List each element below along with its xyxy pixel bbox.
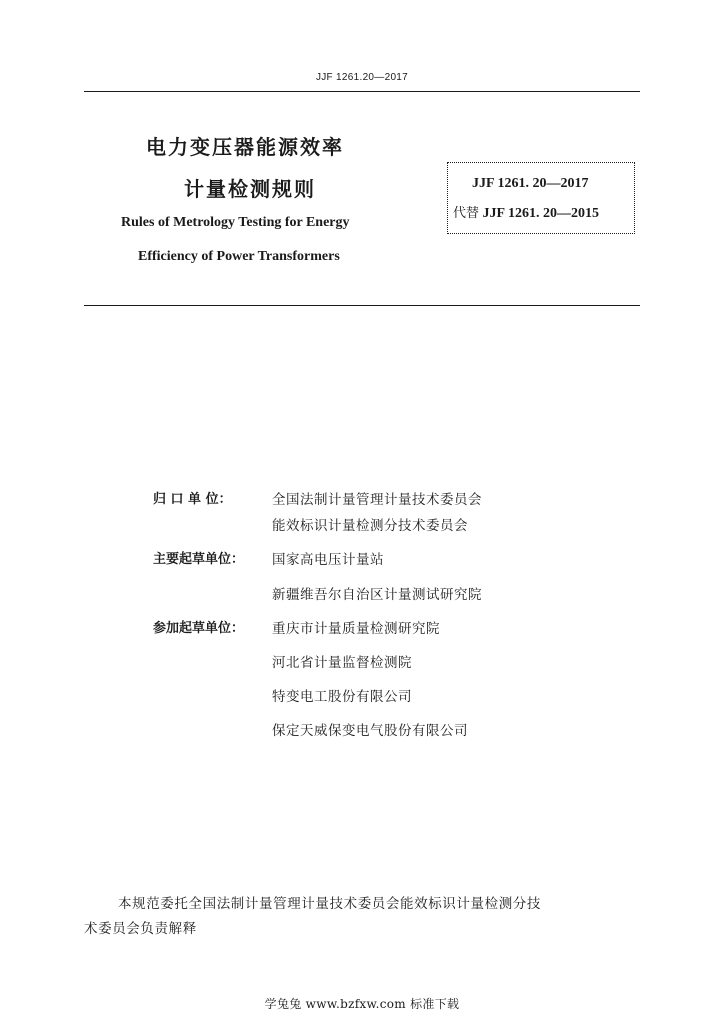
replaces-code: JJF 1261. 20—2015 (482, 206, 600, 221)
responsible-unit-2: 能效标识计量检测分技术委员会 (272, 518, 468, 534)
interpretation-note-line1: 本规范委托全国法制计量管理计量技术委员会能效标识计量检测分技 (118, 896, 541, 912)
replaces-code-line (453, 202, 599, 222)
participant-1: 重庆市计量质量检测研究院 (272, 621, 440, 637)
main-drafter-2: 新疆维吾尔自治区计量测试研究院 (272, 587, 482, 603)
title-cn-line1: 电力变压器能源效率 (146, 135, 344, 159)
header-standard-code: JJF 1261.20—2017 (315, 72, 409, 83)
title-en-line1: Rules of Metrology Testing for Energy (121, 215, 350, 230)
responsible-unit-label: 归 口 单 位： (153, 492, 232, 507)
main-drafter-1: 国家高电压计量站 (272, 552, 384, 568)
responsible-unit-1: 全国法制计量管理计量技术委员会 (272, 492, 482, 508)
footer-watermark: 学兔兔 www.bzfxw.com 标准下载 (264, 997, 460, 1011)
participant-2: 河北省计量监督检测院 (272, 655, 412, 671)
title-en-line2: Efficiency of Power Transformers (138, 249, 340, 264)
interpretation-note-line2: 术委员会负责解释 (84, 921, 197, 937)
title-cn-line2: 计量检测规则 (184, 177, 316, 201)
standard-code: JJF 1261. 20—2017 (472, 176, 589, 191)
participant-4: 保定天威保变电气股份有限公司 (272, 723, 468, 739)
title-section-rule (84, 305, 640, 306)
participant-label: 参加起草单位： (153, 621, 245, 636)
main-drafter-label: 主要起草单位： (153, 552, 245, 567)
participant-3: 特变电工股份有限公司 (272, 689, 412, 705)
standard-code-box (447, 162, 635, 234)
replaces-label: 代替 (453, 206, 480, 221)
header-rule (84, 91, 640, 92)
